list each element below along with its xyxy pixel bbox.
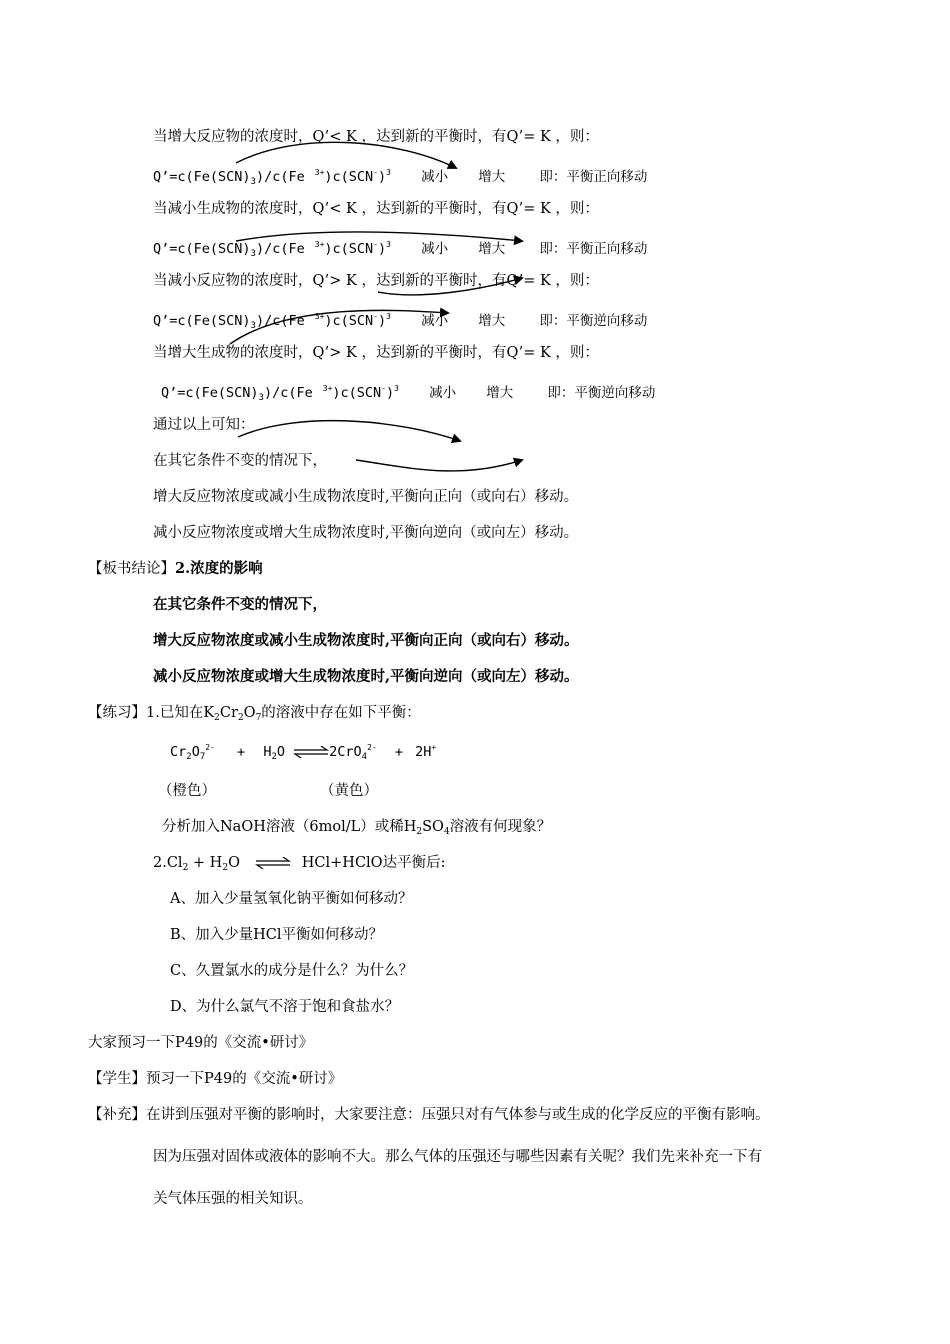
- text-line-5: 当减小反应物的浓度时，Q’> K ，达到新的平衡时，有Q’= K ，则：: [153, 273, 599, 289]
- exercise-question-2: $2.Cl_2 + H_2O$ HCl+HClO达平衡后:: [153, 855, 446, 873]
- sub-question-a: A、加入少量氢氧化钠平衡如何移动？: [170, 891, 413, 907]
- arrow-5: [238, 421, 460, 441]
- q-expression-3: $Q’=c(Fe(SCN)_3)/c(Fe$ $^{3+})c(SCN^-)^3$ 减小 增大 即：平衡逆向移动: [153, 312, 648, 331]
- color-orange-label: （橙色）: [158, 783, 216, 799]
- analyze-question: 分析加入NaOH溶液（6mol/L）或稀$H_2SO_4$溶液有何现象？: [162, 819, 552, 837]
- supplement-line-3: 关气体压强的相关知识。: [153, 1191, 313, 1207]
- conclusion-line-2: 增大反应物浓度或减小生成物浓度时,平衡向正向（或向右）移动。: [153, 632, 579, 649]
- text-line-1: 当增大反应物的浓度时，Q’< K ，达到新的平衡时，有Q’= K ，则：: [153, 129, 599, 145]
- text-line-12: 减小反应物浓度或增大生成物浓度时,平衡向逆向（或向左）移动。: [153, 525, 579, 541]
- arrow-6: [356, 460, 522, 471]
- sub-question-d: D、为什么氯气不溶于饱和食盐水？: [170, 999, 400, 1015]
- text-line-11: 增大反应物浓度或减小生成物浓度时,平衡向正向（或向右）移动。: [153, 489, 579, 505]
- text-line-9: 通过以上可知：: [153, 417, 255, 433]
- student-line: 【学生】预习一下P49的《交流•研讨》: [88, 1071, 343, 1087]
- q-expression-4: $Q’=c(Fe(SCN)_3)/c(Fe$ $^{3+})c(SCN^-)^3$ 减小 增大 即：平衡逆向移动: [161, 384, 656, 403]
- sub-question-b: B、加入少量HCl平衡如何移动？: [170, 927, 384, 943]
- q-expression-1: $Q’=c(Fe(SCN)_3)/c(Fe$ $^{3+})c(SCN^-)^3$ 减小 增大 即：平衡正向移动: [153, 168, 648, 187]
- conclusion-line-3: 减小反应物浓度或增大生成物浓度时,平衡向逆向（或向左）移动。: [153, 668, 579, 685]
- equilibrium-arrow-icon: [293, 746, 329, 758]
- text-line-7: 当增大生成物的浓度时，Q’> K ，达到新的平衡时，有Q’= K ，则：: [153, 345, 599, 361]
- conclusion-heading: 【板书结论】2.浓度的影响: [88, 560, 263, 577]
- exercise-question-1: 【练习】1.已知在$K_2Cr_2O_7$的溶液中存在如下平衡：: [88, 705, 421, 723]
- supplement-line-1: 【补充】在讲到压强对平衡的影响时，大家要注意：压强只对有气体参与或生成的化学反应的平衡有影响。: [88, 1107, 770, 1123]
- preview-line: 大家预习一下P49的《交流•研讨》: [88, 1035, 314, 1051]
- equilibrium-arrow-icon: [255, 857, 291, 869]
- q-expression-2: $Q’=c(Fe(SCN)_3)/c(Fe$ $^{3+})c(SCN^-)^3$ 减小 增大 即：平衡正向移动: [153, 240, 648, 259]
- text-line-3: 当减小生成物的浓度时，Q’< K ，达到新的平衡时，有Q’= K ，则：: [153, 201, 599, 217]
- conclusion-line-1: 在其它条件不变的情况下，: [153, 596, 327, 613]
- supplement-line-2: 因为压强对固体或液体的影响不大。那么气体的压强还与哪些因素有关呢？我们先来补充一下有: [153, 1149, 762, 1165]
- equation-dichromate: $Cr_2O_7^{2-} + H_2O$ 2CrO$_4^{2-}$ + 2H+: [170, 743, 437, 762]
- sub-question-c: C、久置氯水的成分是什么？为什么？: [170, 963, 414, 979]
- text-line-10: 在其它条件不变的情况下，: [153, 453, 327, 469]
- color-yellow-label: （黄色）: [320, 783, 378, 799]
